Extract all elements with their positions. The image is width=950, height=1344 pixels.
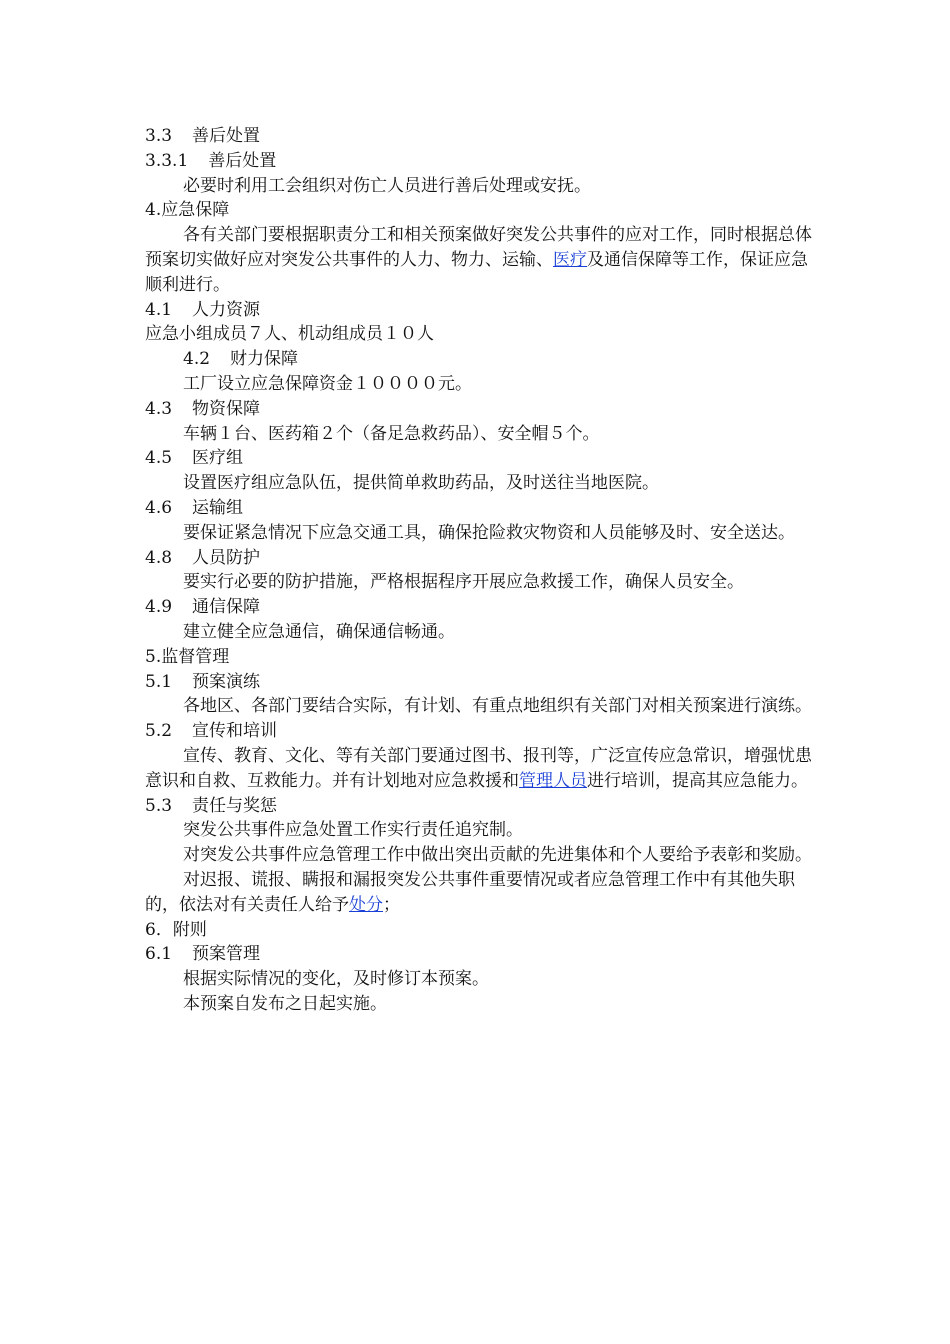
section-heading-5: 5.监督管理 <box>145 646 230 667</box>
section-heading-3-3: 3.3 善后处置 <box>145 126 261 146</box>
section-heading-4-5: 4.5 医疗组 <box>145 448 244 469</box>
paragraph-6-1-b: 本预案自发布之日起实施。 <box>183 993 387 1014</box>
section-heading-6-1: 6.1 预案管理 <box>145 944 261 965</box>
paragraph-4-5: 设置医疗组应急队伍，提供简单救助药品，及时送往当地医院。 <box>183 473 659 494</box>
section-heading-4-1: 4.1 人力资源 <box>145 299 261 320</box>
paragraph-4-1: 应急小组成员７人、机动组成员１０人 <box>145 324 434 345</box>
section-heading-5-3: 5.3 责任与奖惩 <box>145 795 278 816</box>
paragraph-4-2: 工厂设立应急保障资金１００００元。 <box>183 373 472 394</box>
link-medical[interactable]: 医疗 <box>553 249 587 270</box>
section-heading-4-6: 4.6 运输组 <box>145 497 244 518</box>
document-body <box>145 124 815 1017</box>
paragraph-5-2: 宣传、教育、文化、等有关部门要通过图书、报刊等，广泛宣传应急常识，增强忧患意识和自救、互救能力。并有计划地对应急救援和管理人员进行培训，提高其应急能力。 <box>145 745 812 791</box>
section-heading-6: 6．附则 <box>145 919 207 940</box>
section-heading-5-2: 5.2 宣传和培训 <box>145 721 278 742</box>
paragraph-4: 各有关部门要根据职责分工和相关预案做好突发公共事件的应对工作，同时根据总体预案切实做好应对突发公共事件的人力、物力、运输、医疗及通信保障等工作，保证应急顺利进行。 <box>145 225 812 295</box>
link-management-staff[interactable]: 管理人员 <box>519 770 587 791</box>
section-heading-4-3: 4.3 物资保障 <box>145 398 261 419</box>
paragraph-5-1: 各地区、各部门要结合实际，有计划、有重点地组织有关部门对相关预案进行演练。 <box>183 696 812 717</box>
paragraph-5-3-c: 对迟报、谎报、瞒报和漏报突发公共事件重要情况或者应急管理工作中有其他失职的，依法对有关责任人给予处分； <box>145 869 795 915</box>
section-heading-5-1: 5.1 预案演练 <box>145 671 261 692</box>
section-heading-4: 4.应急保障 <box>145 200 230 221</box>
link-punishment[interactable]: 处分 <box>349 894 383 915</box>
paragraph-4-6: 要保证紧急情况下应急交通工具，确保抢险救灾物资和人员能够及时、安全送达。 <box>183 522 795 543</box>
paragraph-5-3-a: 突发公共事件应急处置工作实行责任追究制。 <box>183 820 523 841</box>
section-heading-4-8: 4.8 人员防护 <box>145 547 261 568</box>
paragraph-4-8: 要实行必要的防护措施，严格根据程序开展应急救援工作，确保人员安全。 <box>183 572 744 593</box>
paragraph-4-9: 建立健全应急通信，确保通信畅通。 <box>183 621 455 642</box>
paragraph-6-1-a: 根据实际情况的变化，及时修订本预案。 <box>183 969 489 990</box>
section-heading-4-9: 4.9 通信保障 <box>145 597 261 618</box>
section-heading-4-2: 4.2 财力保障 <box>183 349 299 370</box>
paragraph-3-3-1: 必要时利用工会组织对伤亡人员进行善后处理或安抚。 <box>183 175 591 196</box>
paragraph-4-3: 车辆１台、医药箱２个（备足急救药品）、安全帽５个。 <box>183 423 600 444</box>
section-heading-3-3-1: 3.3.1 善后处置 <box>145 150 277 171</box>
paragraph-5-3-b: 对突发公共事件应急管理工作中做出突出贡献的先进集体和个人要给予表彰和奖励。 <box>183 845 812 866</box>
